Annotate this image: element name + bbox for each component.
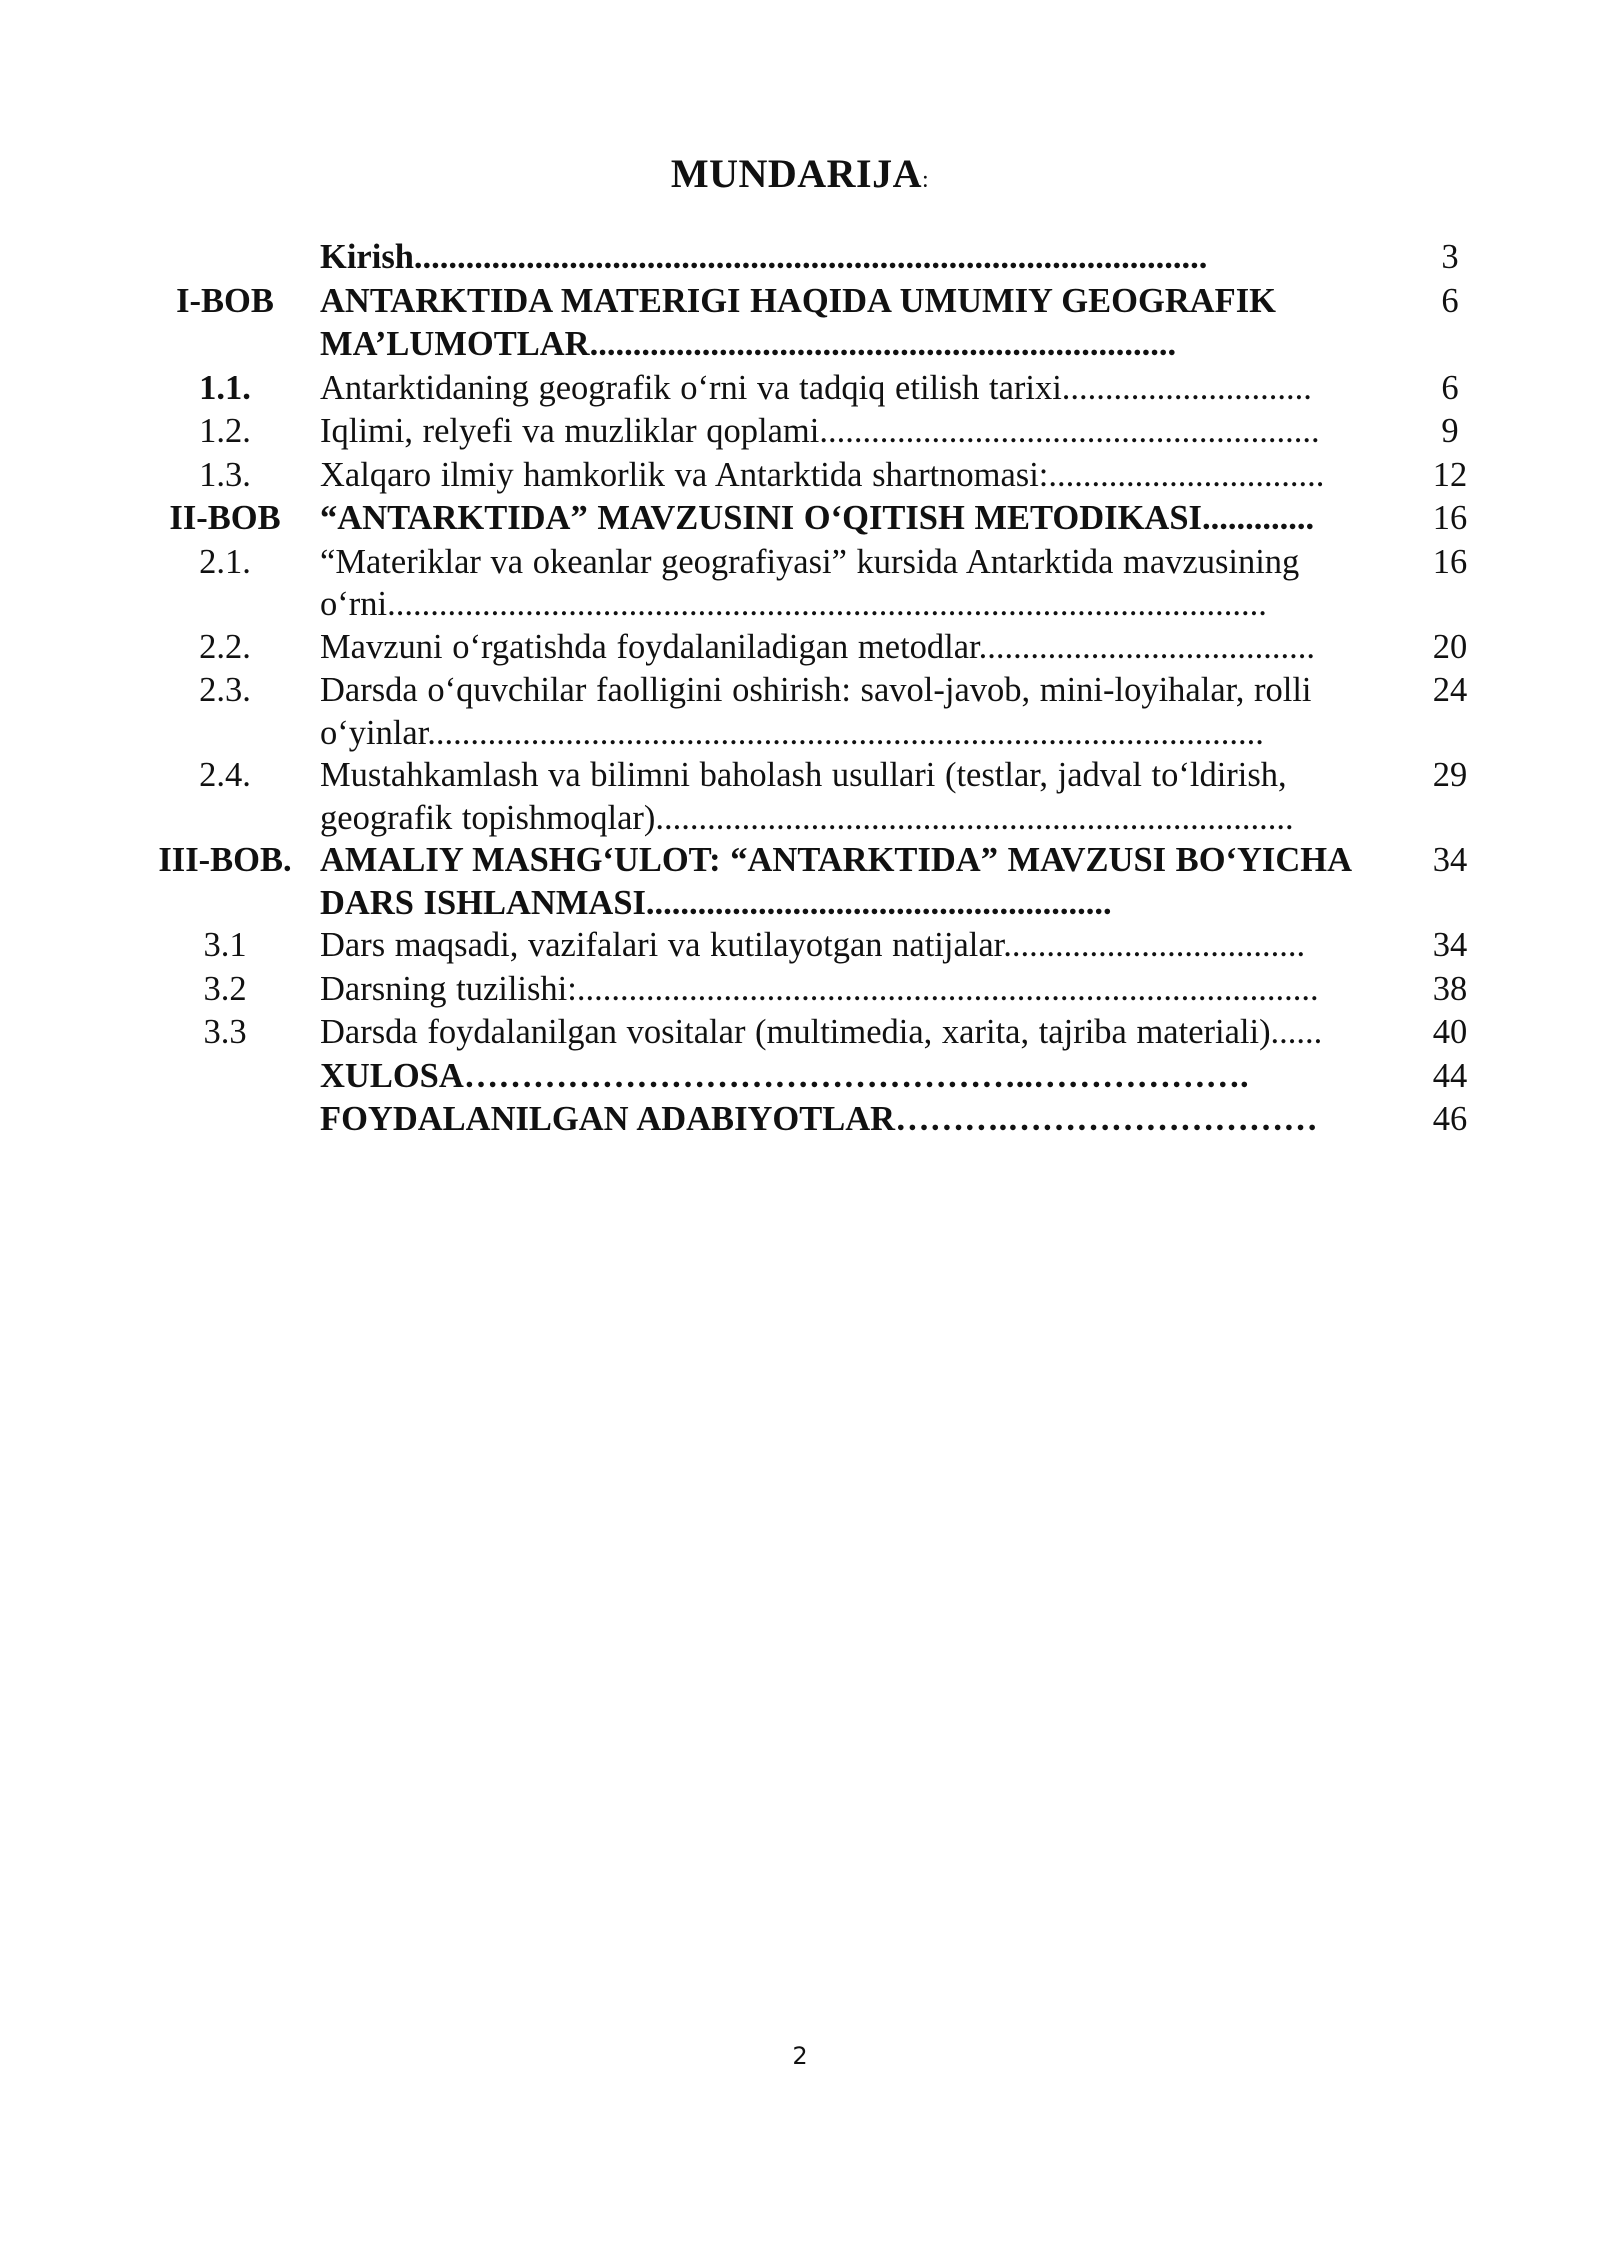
toc-entry-title: Antarktidaning geografik o‘rni va tadqiq etilish tarixi............................. bbox=[320, 368, 1312, 407]
toc-entry-page: 24 bbox=[1432, 671, 1468, 709]
toc-entry[interactable] bbox=[130, 454, 1500, 498]
toc-entry[interactable] bbox=[130, 839, 1500, 924]
toc-entry-number: 2.1. bbox=[199, 542, 251, 581]
toc-entry[interactable] bbox=[130, 968, 1500, 1012]
toc-title-text: MUNDARIJA bbox=[670, 151, 922, 196]
toc-entry-number: 2.2. bbox=[199, 627, 251, 666]
toc-entry-page: 20 bbox=[1432, 627, 1468, 666]
toc-entry[interactable] bbox=[130, 1098, 1500, 1142]
toc-entry-title: Darsda o‘quvchilar faolligini oshirish: savol-javob, mini-loyihalar, rolli o‘yinlar................................................................................................. bbox=[320, 671, 1312, 752]
toc-entry-page: 6 bbox=[1441, 368, 1459, 407]
toc-entry-page: 34 bbox=[1432, 841, 1468, 879]
toc-entry-title: Darsning tuzilishi:...................................................................................... bbox=[320, 969, 1319, 1008]
toc-entry[interactable] bbox=[130, 669, 1500, 754]
toc-entry[interactable] bbox=[130, 924, 1500, 968]
toc-entry[interactable] bbox=[130, 497, 1500, 541]
toc-entry-title: Mustahkamlash va bilimni baholash usullari (testlar, jadval to‘ldirish, geografik topishmoqlar).......................................................................... bbox=[320, 756, 1294, 837]
toc-entry-number: 3.1 bbox=[203, 926, 247, 964]
toc-entry-page: 3 bbox=[1441, 238, 1459, 276]
toc-entry-number: 1.3. bbox=[199, 455, 251, 494]
toc-entry-title: XULOSA…………………………………………..………………. bbox=[320, 1056, 1249, 1095]
toc-entry-page: 38 bbox=[1432, 969, 1468, 1008]
toc-entry-number: II-BOB bbox=[169, 499, 281, 537]
page-number: 2 bbox=[792, 2042, 808, 2070]
toc-entry-page: 29 bbox=[1432, 756, 1468, 794]
toc-entry-page: 44 bbox=[1432, 1056, 1468, 1095]
toc-entry[interactable] bbox=[130, 1011, 1500, 1055]
toc-entry-page: 40 bbox=[1432, 1013, 1468, 1051]
toc-entry-page: 46 bbox=[1432, 1100, 1468, 1138]
toc-entry[interactable] bbox=[130, 280, 1500, 367]
table-of-contents bbox=[130, 236, 1500, 1142]
toc-entry-title: “ANTARKTIDA” MAVZUSINI O‘QITISH METODIKASI............. bbox=[320, 499, 1315, 537]
toc-entry-number: 3.2 bbox=[203, 969, 247, 1008]
toc-entry-page: 16 bbox=[1432, 499, 1468, 537]
toc-entry-number: 3.3 bbox=[203, 1013, 247, 1051]
toc-entry[interactable] bbox=[130, 626, 1500, 670]
toc-entry-page: 34 bbox=[1432, 926, 1468, 964]
toc-entry[interactable] bbox=[130, 410, 1500, 454]
toc-entry[interactable] bbox=[130, 1055, 1500, 1099]
toc-title bbox=[0, 150, 1600, 197]
toc-entry-number: I-BOB bbox=[176, 281, 274, 320]
toc-entry-page: 9 bbox=[1441, 412, 1459, 450]
toc-entry[interactable] bbox=[130, 754, 1500, 839]
toc-entry[interactable] bbox=[130, 367, 1500, 411]
toc-entry[interactable] bbox=[130, 236, 1500, 280]
toc-title-suffix: : bbox=[921, 167, 930, 193]
toc-entry-number: 1.1. bbox=[199, 368, 251, 407]
toc-entry-title: “Materiklar va okeanlar geografiyasi” kursida Antarktida mavzusining o‘rni...................................................................................................... bbox=[320, 542, 1300, 623]
toc-entry-number: III-BOB. bbox=[158, 841, 292, 879]
toc-entry-title: Iqlimi, relyefi va muzliklar qoplami.......................................................... bbox=[320, 412, 1320, 450]
toc-entry-title: Darsda foydalanilgan vositalar (multimedia, xarita, tajriba materiali)...... bbox=[320, 1013, 1323, 1051]
toc-entry[interactable] bbox=[130, 541, 1500, 626]
toc-entry-title: Mavzuni o‘rgatishda foydalaniladigan metodlar....................................... bbox=[320, 627, 1316, 666]
toc-entry-title: ANTARKTIDA MATERIGI HAQIDA UMUMIY GEOGRAFIK MA’LUMOTLAR.................................................................... bbox=[320, 281, 1276, 363]
toc-entry-title: Kirish............................................................................................ bbox=[320, 238, 1208, 276]
toc-entry-title: AMALIY MASHG‘ULOT: “ANTARKTIDA” MAVZUSI BO‘YICHA DARS ISHLANMASI...................................................... bbox=[320, 841, 1351, 922]
toc-entry-number: 2.4. bbox=[199, 756, 251, 794]
toc-entry-page: 16 bbox=[1432, 542, 1468, 581]
toc-entry-page: 12 bbox=[1432, 455, 1468, 494]
toc-entry-page: 6 bbox=[1441, 281, 1459, 320]
toc-entry-number: 2.3. bbox=[199, 671, 251, 709]
toc-entry-title: FOYDALANILGAN ADABIYOTLAR……….……………………… bbox=[320, 1100, 1318, 1138]
toc-entry-title: Xalqaro ilmiy hamkorlik va Antarktida shartnomasi:................................ bbox=[320, 455, 1325, 494]
toc-entry-number: 1.2. bbox=[199, 412, 251, 450]
toc-entry-title: Dars maqsadi, vazifalari va kutilayotgan natijalar................................... bbox=[320, 926, 1306, 964]
